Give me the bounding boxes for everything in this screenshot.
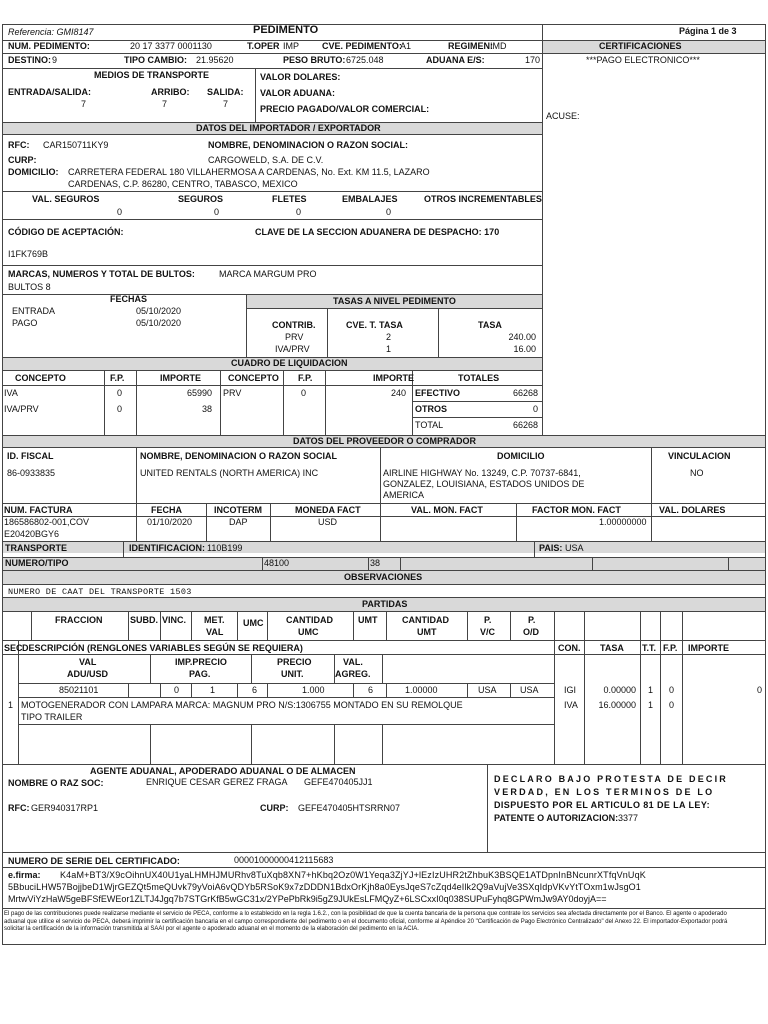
contrib-header: CONTRIB. (272, 320, 316, 330)
rfc-value: CAR150711KY9 (43, 140, 109, 150)
partidas-title: PARTIDAS (362, 599, 408, 609)
agente-curp-value: GEFE470405HTSRRN07 (298, 803, 401, 813)
numero-tipo-label: NUMERO/TIPO (5, 558, 69, 568)
seguros-label: SEGUROS (178, 194, 224, 204)
destino-label: DESTINO: (8, 55, 52, 65)
importe-value: 0 (756, 685, 762, 695)
total-value: 66268 (512, 420, 538, 430)
vinculacion-header: VINCULACION (668, 451, 731, 461)
adu-usd-header: ADU/USD (67, 669, 109, 679)
destino-value: 9 (52, 55, 58, 65)
vinc-value: 0 (174, 685, 180, 695)
valor-dolares-label: VALOR DOLARES: (260, 72, 341, 82)
codigo-aceptacion-label: CÓDIGO DE ACEPTACIÓN: (8, 227, 124, 237)
valor-aduana-label: VALOR ADUANA: (260, 88, 335, 98)
moneda-value: USD (318, 517, 338, 527)
t-oper-label: T.OPER (247, 41, 280, 51)
tasa-value: 16.00000 (598, 700, 636, 710)
id-fiscal-header: ID. FISCAL (7, 451, 54, 461)
pago-electronico: ***PAGO ELECTRONICO*** (586, 55, 700, 65)
tasa-header: TASA (600, 643, 624, 653)
agente-curp-label: CURP: (260, 803, 289, 813)
pedimento-document (2, 24, 766, 944)
curp-label: CURP: (8, 155, 37, 165)
cantidad-umc-value: 1.000 (302, 685, 325, 695)
marcas-label: MARCAS, NUMEROS Y TOTAL DE BULTOS: (8, 269, 195, 279)
num-pedimento-label: NUM. PEDIMENTO: (8, 41, 90, 51)
tipo-cambio-value: 21.95620 (196, 55, 234, 65)
factor-header: FACTOR MON. FACT (532, 505, 621, 515)
declaro-line1: DECLARO BAJO PROTESTA DE DECIR (494, 774, 729, 784)
precio-pagado-label: PRECIO PAGADO/VALOR COMERCIAL: (260, 104, 430, 114)
pais-value: USA (565, 543, 584, 553)
razon-social-label: NOMBRE, DENOMINACION O RAZON SOCIAL: (208, 140, 408, 150)
liq-fp: 0 (117, 388, 123, 398)
cve-pedimento-value: A1 (400, 41, 412, 51)
agente-rfc-label: RFC: (8, 803, 30, 813)
tipo-value: 38 (370, 558, 381, 568)
efectivo-value: 66268 (512, 388, 538, 398)
agente-nombre-value: ENRIQUE CESAR GEREZ FRAGA (146, 777, 288, 787)
descripcion-line2: TIPO TRAILER (21, 712, 83, 722)
entrada-salida-value: 7 (81, 99, 87, 109)
descripcion-line1: MOTOGENERADOR CON LAMPARA MARCA: MAGNUM PRO N/S:1306755 MONTADO EN SU REMOLQUE (21, 700, 463, 710)
sec-header: SEC (4, 643, 23, 653)
tasa-row-tasa: 16.00 (513, 344, 536, 354)
arribo-label: ARRIBO: (151, 87, 190, 97)
domicilio-line1: CARRETERA FEDERAL 180 VILLAHERMOSA A CARDENAS, No. Ext. KM 11.5, LAZARO (68, 167, 430, 177)
fecha-header: FECHA (151, 505, 182, 515)
efectivo-label: EFECTIVO (415, 388, 461, 398)
efirma-line1: K4aM+BT3/X9cOihnUX40U1yaLHMHJMURhv8TuXqb8XN7+hKbq2Oz0W1Yeqa3ZjYJ+lEzIzUHR2tZhbuK3BSQE1ATDpnInBNcunrXTfqVnUqK (60, 870, 646, 880)
tt-header: T.T. (642, 643, 657, 653)
entrada-salida-label: ENTRADA/SALIDA: (8, 87, 91, 97)
cve-pedimento-label: CVE. PEDIMENTO: (322, 41, 402, 51)
liq-importe: 240 (390, 388, 406, 398)
concepto-header: CONCEPTO (15, 373, 66, 383)
domicilio-header: DOMICILIO (497, 451, 545, 461)
umt-value: 6 (368, 685, 374, 695)
transporte-label: TRANSPORTE (5, 543, 68, 553)
bultos-value: BULTOS 8 (8, 282, 51, 292)
liq-importe: 38 (201, 404, 212, 414)
con-header: CON. (558, 643, 581, 653)
agreg-header: AGREG. (335, 669, 371, 679)
document-title: PEDIMENTO (253, 24, 319, 36)
liquidacion-title: CUADRO DE LIQUIDACION (231, 358, 348, 368)
fp-value: 0 (669, 685, 675, 695)
fp-value: 0 (669, 700, 675, 710)
liq-fp: 0 (301, 388, 307, 398)
p-vc-header: P. (484, 615, 492, 625)
efirma-label: e.firma: (8, 870, 41, 880)
efirma-line3: MrtwViYzHaW5geBFSfEWEor1ZLTJ4Jgq7b7STGrKfB5wGC31x/2YPePbRk9i5gZ9JUkEsLFMQyZ+6LSCxxI0q038SUPuFyhq8GPWmJw9AY0doyjA== (8, 894, 607, 904)
agente-nombre-code: GEFE470405JJ1 (304, 777, 373, 787)
salida-value: 7 (223, 99, 229, 109)
importe-header: IMPORTE (373, 373, 415, 383)
acuse-label: ACUSE: (546, 111, 580, 121)
umt-header: UMT (358, 615, 378, 625)
razon-social-value: CARGOWELD, S.A. DE C.V. (208, 155, 324, 165)
certificado-value: 00001000000412115683 (234, 855, 334, 865)
otros-label: OTROS (415, 404, 448, 414)
liq-fp: 0 (117, 404, 123, 414)
liq-concepto: PRV (223, 388, 242, 398)
otros-value: 0 (532, 404, 538, 414)
vc-header: V/C (480, 627, 496, 637)
tasa-row-tasa: 240.00 (508, 332, 536, 342)
fp-header: F.P. (298, 373, 313, 383)
identificacion-label: IDENTIFICACION: (129, 543, 205, 553)
incoterm-header: INCOTERM (214, 505, 262, 515)
val-seguros-value: 0 (117, 207, 123, 217)
tipo-cambio-label: TIPO CAMBIO: (124, 55, 187, 65)
patente-value: 3377 (618, 813, 639, 823)
tasa-value: 0.00000 (603, 685, 636, 695)
patente-label: PATENTE O AUTORIZACION: (494, 813, 619, 823)
num-factura-header: NUM. FACTURA (4, 505, 73, 515)
concepto-header: CONCEPTO (228, 373, 279, 383)
agente-rfc-value: GER940317RP1 (31, 803, 99, 813)
fechas-title: FECHAS (110, 294, 148, 304)
cve-tasa-header: CVE. T. TASA (346, 320, 403, 330)
val-agreg-header: VAL. (343, 657, 363, 667)
fecha-value: 01/10/2020 (147, 517, 193, 527)
num-factura-line1: 186586802-001,COV (4, 517, 90, 527)
declaro-line3: DISPUESTO POR EL ARTICULO 81 DE LA LEY: (494, 800, 710, 810)
liq-concepto: IVA (4, 388, 18, 398)
peso-bruto-value: 6725.048 (346, 55, 384, 65)
val-adu-header: VAL (79, 657, 97, 667)
con-value: IGI (564, 685, 577, 695)
otros-incrementables-label: OTROS INCREMENTABLES (424, 194, 542, 204)
codigo-aceptacion-value: I1FK769B (8, 249, 49, 259)
vinculacion-value: NO (690, 468, 704, 478)
val-seguros-label: VAL. SEGUROS (32, 194, 100, 204)
od-header: O/D (523, 627, 540, 637)
t-oper-value: IMP (283, 41, 300, 51)
met-header: MET. (204, 615, 225, 625)
totales-header: TOTALES (458, 373, 500, 383)
num-pedimento-value: 20 17 3377 0001130 (130, 41, 212, 51)
marcas-value: MARCA MARGUM PRO (219, 269, 317, 279)
cantidad-umt-header: CANTIDAD (402, 615, 449, 625)
proveedor-title: DATOS DEL PROVEEDOR O COMPRADOR (293, 436, 477, 446)
arribo-value: 7 (162, 99, 168, 109)
fp-header: F.P. (663, 643, 678, 653)
precio-header: PRECIO (277, 657, 312, 667)
aduana-value: 170 (525, 55, 541, 65)
importador-title: DATOS DEL IMPORTADOR / EXPORTADOR (196, 123, 381, 133)
factor-value: 1.00000000 (599, 517, 647, 527)
fp-header: F.P. (110, 373, 125, 383)
descripcion-header: DESCRIPCIÓN (RENGLONES VARIABLES SEGÚN SE REQUIERA) (22, 643, 303, 653)
val-dolares-header: VAL. DOLARES (659, 505, 726, 515)
peso-bruto-label: PESO BRUTO: (283, 55, 346, 65)
fletes-label: FLETES (272, 194, 307, 204)
met-value: 1 (210, 685, 216, 695)
medios-title: MEDIOS DE TRANSPORTE (94, 70, 210, 80)
subd-header: SUBD. (130, 615, 159, 625)
tasa-row-cve: 2 (386, 332, 392, 342)
umc-value: 6 (252, 685, 258, 695)
declaro-line2: VERDAD, EN LOS TERMINOS DE LO (494, 787, 715, 797)
fecha-pago-value: 05/10/2020 (136, 318, 182, 328)
fecha-pago-label: PAGO (12, 318, 38, 328)
observaciones-text: NUMERO DE CAAT DEL TRANSPORTE 1503 (8, 587, 192, 597)
regimen-value: IMD (490, 41, 507, 51)
vinc-header: VINC. (162, 615, 187, 625)
fecha-entrada-label: ENTRADA (12, 306, 56, 316)
fraccion-header: FRACCION (55, 615, 103, 625)
od-value: USA (520, 685, 539, 695)
pais-label: PAIS: (539, 543, 563, 553)
referencia: Referencia: GMI8147 (8, 27, 94, 37)
salida-label: SALIDA: (207, 87, 244, 97)
tasas-title: TASAS A NIVEL PEDIMENTO (333, 296, 456, 306)
proveedor-domicilio-value: AIRLINE HIGHWAY No. 13249, C.P. 70737-6841, GONZALEZ, LOUISIANA, ESTADOS UNIDOS DE AMERICA (383, 468, 585, 500)
umc-header: UMC (243, 618, 264, 628)
embalajes-value: 0 (386, 207, 392, 217)
agente-nombre-label: NOMBRE O RAZ SOC: (8, 778, 104, 788)
importe-header: IMPORTE (688, 643, 730, 653)
agente-title: AGENTE ADUANAL, APODERADO ADUANAL O DE ALMACEN (90, 766, 356, 776)
tasa-row-contrib: IVA/PRV (275, 344, 310, 354)
aduana-label: ADUANA E/S: (426, 55, 485, 65)
total-label: TOTAL (415, 420, 444, 430)
proveedor-nombre-value: UNITED RENTALS (NORTH AMERICA) INC (140, 468, 319, 478)
tt-value: 1 (648, 700, 654, 710)
cantidad-umc-header: CANTIDAD (286, 615, 333, 625)
tt-value: 1 (648, 685, 654, 695)
liq-importe: 65990 (186, 388, 212, 398)
incoterm-value: DAP (229, 517, 248, 527)
p-od-header: P. (528, 615, 536, 625)
efirma-line2: 5BbuciLHW57BojjbeD1WjrGEZQt5meQUvk79yVoiA6vQDYb5RSoK9x7zDDDN1BdxOrKjh8a0EysJqeS7cZqd4eIlk2Q9aVujVe3SXqIdpVKvYtTOxm1wJsgO1 (8, 882, 641, 892)
con-value: IVA (564, 700, 578, 710)
num-factura-line2: E20420BGY6 (4, 529, 60, 539)
rfc-label: RFC: (8, 140, 30, 150)
moneda-header: MONEDA FACT (295, 505, 361, 515)
domicilio-label: DOMICILIO: (8, 167, 59, 177)
sec-value: 1 (8, 700, 14, 710)
embalajes-label: EMBALAJES (342, 194, 398, 204)
vc-value: USA (478, 685, 497, 695)
seguros-value: 0 (214, 207, 220, 217)
pag-header: PAG. (189, 669, 211, 679)
tasa-row-cve: 1 (386, 344, 392, 354)
id-fiscal-value: 86-0933835 (7, 468, 56, 478)
observaciones-title: OBSERVACIONES (344, 572, 423, 582)
clave-seccion: CLAVE DE LA SECCION ADUANERA DE DESPACHO: 170 (255, 227, 500, 237)
regimen-label: REGIMEN: (448, 41, 493, 51)
footnote: El pago de las contribuciones puede realizarse mediante el servicio de PECA, conforme a lo establecido en la regla 1.6.2., con la posibilidad de que la cuenta bancaria de la persona que contrate los servicios sea afectada directamente por el Banco. El agente o apoderado aduanal que utilice el servicio de PECA, deberá imprimir la certificación bancaria en el campo correspondiente del pedimento o en el documento oficial, conforme al Apéndice 20 "Certificación de Pago Electrónico Centralizado" del Anexo 22. El importador-Exportador podrá solicitar la certificación de la información transmitida al SAAI por el agente o apoderado aduanal en el momento de la elaboración del pedimento en la ACIA. (4, 911, 728, 933)
val-mon-header: VAL. MON. FACT (411, 505, 483, 515)
numero-value: 48100 (264, 558, 290, 568)
certificaciones-title: CERTIFICACIONES (599, 41, 682, 51)
certificado-label: NUMERO DE SERIE DEL CERTIFICADO: (8, 856, 180, 866)
umc2-header: UMC (298, 627, 319, 637)
importe-header: IMPORTE (160, 373, 202, 383)
fraccion-value: 85021101 (59, 685, 99, 695)
page-number: Página 1 de 3 (679, 26, 737, 36)
imp-precio-header: IMP.PRECIO (175, 657, 227, 667)
liq-concepto: IVA/PRV (4, 404, 39, 414)
val-header: VAL (206, 627, 224, 637)
fletes-value: 0 (296, 207, 302, 217)
tasa-row-contrib: PRV (285, 332, 304, 342)
identificacion-value: 110B199 (207, 543, 243, 553)
umt2-header: UMT (417, 627, 437, 637)
cantidad-umt-value: 1.00000 (405, 685, 438, 695)
domicilio-line2: CARDENAS, C.P. 86280, CENTRO, TABASCO, MEXICO (68, 179, 298, 189)
tasa-header: TASA (478, 320, 502, 330)
razon-social-header: NOMBRE, DENOMINACION O RAZON SOCIAL (140, 451, 337, 461)
unit-header: UNIT. (281, 669, 304, 679)
fecha-entrada-value: 05/10/2020 (136, 306, 182, 316)
